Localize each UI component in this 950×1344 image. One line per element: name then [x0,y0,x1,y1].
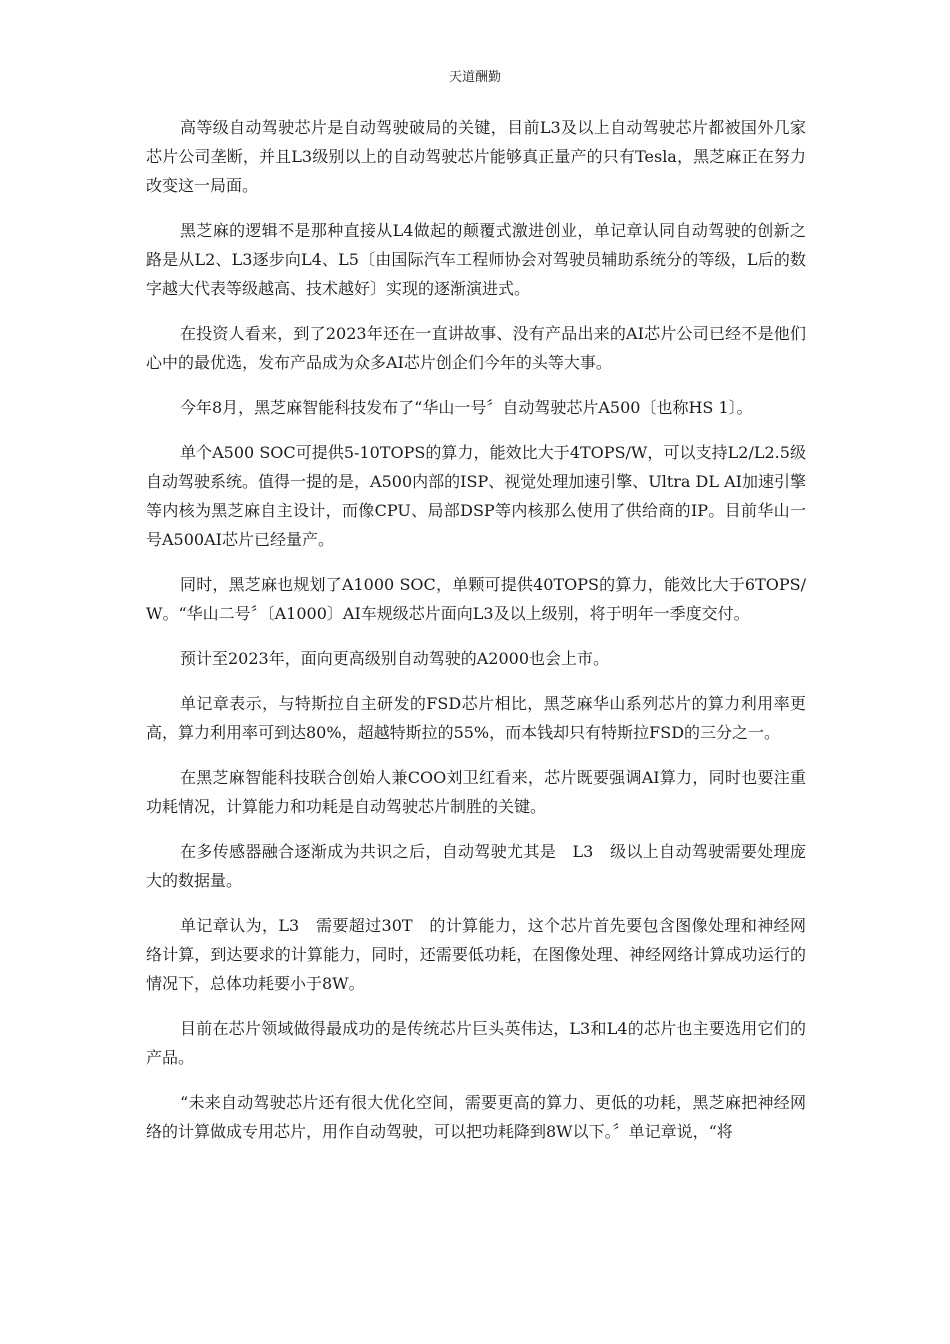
paragraph: 在多传感器融合逐渐成为共识之后，自动驾驶尤其是 L3 级以上自动驾驶需要处理庞大的数据量。 [146,842,806,890]
paragraph: “未来自动驾驶芯片还有很大优化空间，需要更高的算力、更低的功耗，黑芝麻把神经网络的计算做成专用芯片，用作自动驾驶，可以把功耗降到8W以下。〞单记章说，“将 [146,1093,806,1141]
article-body [146,113,806,1162]
paragraph: 目前在芯片领域做得最成功的是传统芯片巨头英伟达，L3和L4的芯片也主要选用它们的产品。 [146,1019,806,1067]
paragraph: 单记章认为，L3 需要超过30T 的计算能力，这个芯片首先要包含图像处理和神经网络计算，到达要求的计算能力，同时，还需要低功耗，在图像处理、神经网络计算成功运行的情况下，总体功耗要小于8W。 [146,916,806,993]
paragraph: 单个A500 SOC可提供5-10TOPS的算力，能效比大于4TOPS/W，可以支持L2/L2.5级自动驾驶系统。值得一提的是，A500内部的ISP、视觉处理加速引擎、Ultra DL AI加速引擎等内核为黑芝麻自主设计，而像CPU、局部DSP等内核那么使用了供给商的IP。目前华山一号A500AI芯片已经量产。 [146,443,806,549]
page-header: 天道酬勤 [448,70,501,85]
paragraph: 高等级自动驾驶芯片是自动驾驶破局的关键，目前L3及以上自动驾驶芯片都被国外几家芯片公司垄断，并且L3级别以上的自动驾驶芯片能够真正量产的只有Tesla，黑芝麻正在努力改变这一局面。 [146,118,806,195]
paragraph: 在黑芝麻智能科技联合创始人兼COO刘卫红看来，芯片既要强调AI算力，同时也要注重功耗情况，计算能力和功耗是自动驾驶芯片制胜的关键。 [146,768,806,816]
paragraph: 在投资人看来，到了2023年还在一直讲故事、没有产品出来的AI芯片公司已经不是他们心中的最优选，发布产品成为众多AI芯片创企们今年的头等大事。 [146,324,806,372]
paragraph: 预计至2023年，面向更高级别自动驾驶的A2000也会上市。 [180,649,609,668]
paragraph: 今年8月，黑芝麻智能科技发布了“华山一号〞自动驾驶芯片A500〔也称HS 1〕。 [180,398,753,417]
paragraph: 单记章表示，与特斯拉自主研发的FSD芯片相比，黑芝麻华山系列芯片的算力利用率更高，算力利用率可到达80%，超越特斯拉的55%，而本钱却只有特斯拉FSD的三分之一。 [146,694,806,742]
paragraph: 黑芝麻的逻辑不是那种直接从L4做起的颠覆式激进创业，单记章认同自动驾驶的创新之路是从L2、L3逐步向L4、L5〔由国际汽车工程师协会对驾驶员辅助系统分的等级，L后的数字越大代表等级越高、技术越好〕实现的逐渐演进式。 [146,221,806,298]
paragraph: 同时，黑芝麻也规划了A1000 SOC，单颗可提供40TOPS的算力，能效比大于6TOPS/W。“华山二号〞〔A1000〕AI车规级芯片面向L3及以上级别，将于明年一季度交付。 [146,575,806,623]
